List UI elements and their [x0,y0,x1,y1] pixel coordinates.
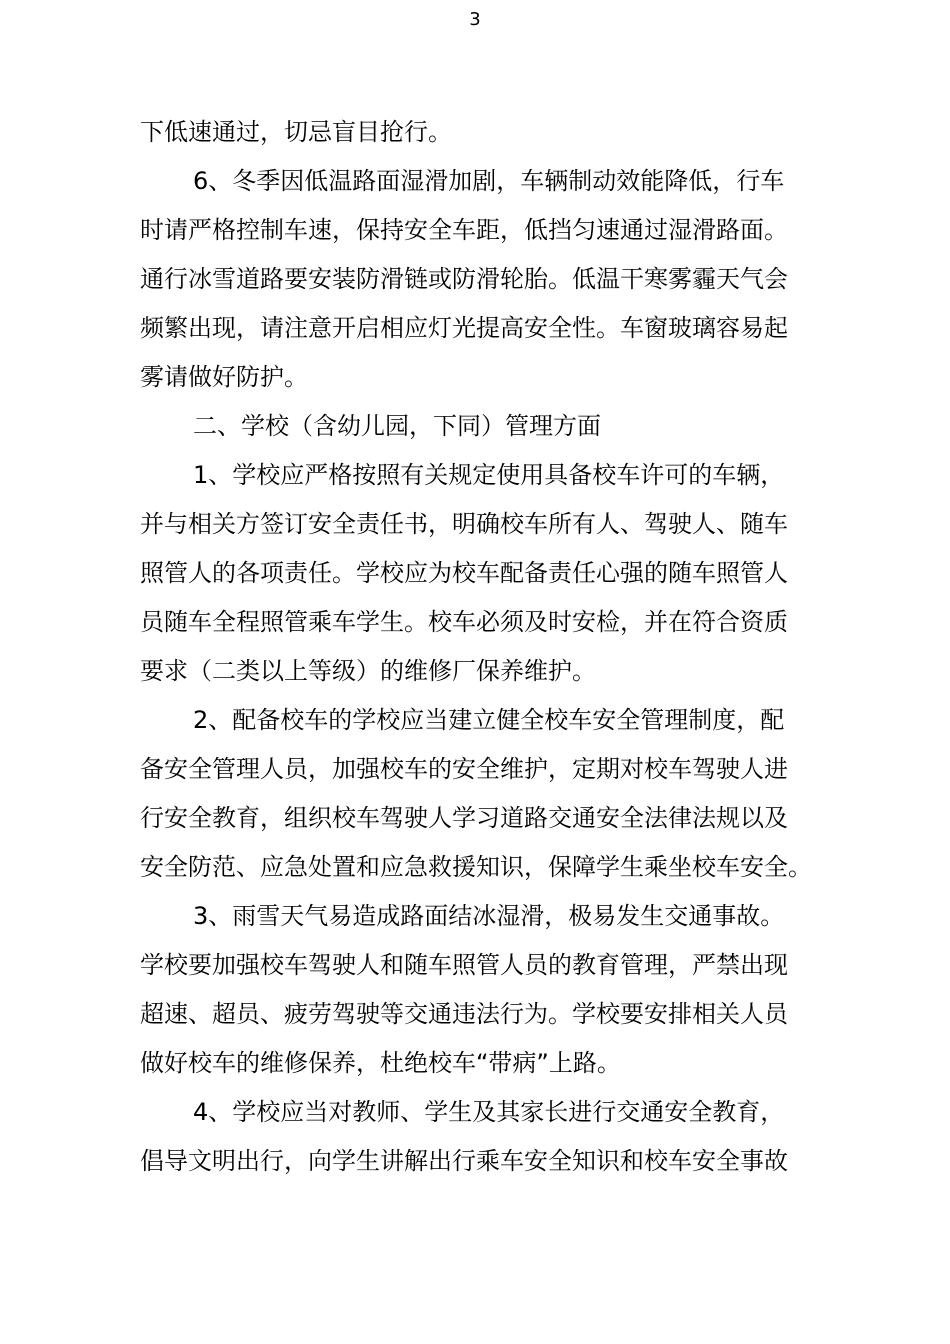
text-line: 并与相关方签订安全责任书，明确校车所有人、驾驶人、随车 [140,510,788,538]
text-line: 频繁出现，请注意开启相应灯光提高安全性。车窗玻璃容易起 [140,314,788,342]
text-line: 行安全教育，组织校车驾驶人学习道路交通安全法律法规以及 [140,804,788,832]
text-line: 2、配备校车的学校应当建立健全校车安全管理制度，配 [193,706,785,734]
text-line: 员随车全程照管乘车学生。校车必须及时安检，并在符合资质 [140,608,788,636]
text-line: 下低速通过，切忌盲目抢行。 [140,118,452,146]
text-line: 1、学校应严格按照有关规定使用具备校车许可的车辆， [193,461,785,489]
text-line: 照管人的各项责任。学校应为校车配备责任心强的随车照管人 [140,559,788,587]
page-number: 3 [469,9,481,30]
text-line: 安全防范、应急处置和应急救援知识，保障学生乘坐校车安全。 [140,853,812,881]
text-line: 4、学校应当对教师、学生及其家长进行交通安全教育， [193,1098,785,1126]
text-line: 学校要加强校车驾驶人和随车照管人员的教育管理，严禁出现 [140,951,788,979]
document-body [140,108,820,1186]
section-heading: 二、学校（含幼儿园，下同）管理方面 [193,412,601,440]
text-line: 超速、超员、疲劳驾驶等交通违法行为。学校要安排相关人员 [140,1000,788,1028]
text-line: 备安全管理人员，加强校车的安全维护，定期对校车驾驶人进 [140,755,788,783]
text-line: 时请严格控制车速，保持安全车距，低挡匀速通过湿滑路面。 [140,216,788,244]
text-line: 通行冰雪道路要安装防滑链或防滑轮胎。低温干寒雾霾天气会 [140,265,788,293]
text-line: 6、冬季因低温路面湿滑加剧，车辆制动效能降低，行车 [193,167,785,195]
text-line: 倡导文明出行，向学生讲解出行乘车安全知识和校车安全事故 [140,1147,788,1175]
text-line: 3、雨雪天气易造成路面结冰湿滑，极易发生交通事故。 [193,902,785,930]
text-line: 要求（二类以上等级）的维修厂保养维护。 [140,657,596,685]
text-line: 雾请做好防护。 [140,363,308,391]
text-line: 做好校车的维修保养，杜绝校车“带病”上路。 [140,1049,621,1077]
